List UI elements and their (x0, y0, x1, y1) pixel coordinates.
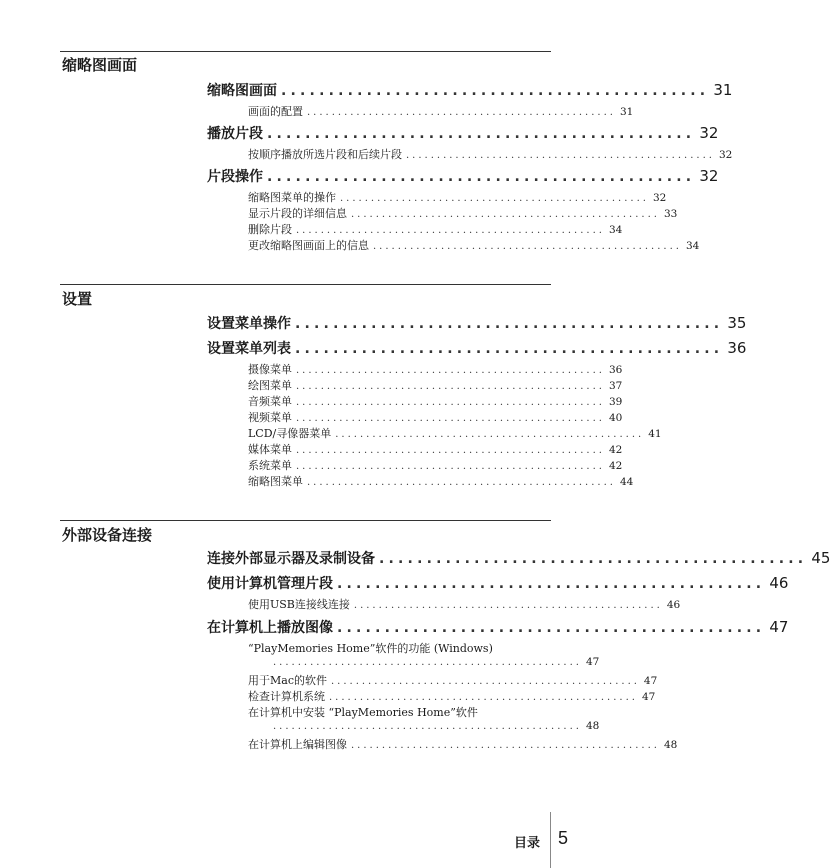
toc-subentry-title: 在计算机上编辑图像 (248, 738, 347, 751)
toc-subentry-page: 41 (648, 428, 662, 440)
section-divider (60, 520, 551, 521)
toc-subentry-title: 检查计算机系统 (248, 690, 325, 703)
toc-entry-title: 在计算机上播放图像 (207, 620, 333, 636)
toc-subentry-page: 48 (585, 720, 600, 732)
toc-subentry-page: 32 (652, 192, 667, 204)
toc-subentry[interactable]: 用于Mac的软件 .................................................. 47 (248, 674, 658, 687)
toc-subentry[interactable]: 视频菜单 .................................................. 40 (248, 411, 623, 424)
toc-subentry[interactable]: 显示片段的详细信息 .................................................. 33 (248, 207, 678, 220)
toc-subentry-page: 47 (643, 675, 658, 687)
toc-entry[interactable]: 设置菜单操作 ............................................. 35 (207, 314, 747, 332)
toc-entry[interactable]: 使用计算机管理片段 ............................................. 46 (207, 574, 789, 592)
toc-subentry-title: 使用USB连接线连接 (248, 598, 350, 611)
toc-entry-title: 连接外部显示器及录制设备 (207, 551, 375, 567)
toc-entry-title: 使用计算机管理片段 (207, 576, 333, 592)
toc-entry[interactable]: 片段操作 ............................................. 32 (207, 167, 719, 185)
toc-subentry-page: 37 (608, 380, 623, 392)
toc-subentry-title: 用于Mac的软件 (248, 674, 327, 687)
toc-subentry-title: 系统菜单 (248, 459, 292, 472)
toc-entry-page: 45 (811, 549, 830, 567)
toc-entry-page: 32 (699, 167, 719, 185)
toc-entry[interactable]: 播放片段 ............................................. 32 (207, 124, 719, 142)
toc-subentry-page: 44 (619, 476, 634, 488)
toc-subentry-title: 摄像菜单 (248, 363, 292, 376)
toc-subentry-title: 音频菜单 (248, 395, 292, 408)
toc-entry-title: 设置菜单列表 (207, 341, 291, 357)
toc-subentry-title: 更改缩略图画面上的信息 (248, 239, 369, 252)
toc-subentry-title: 视频菜单 (248, 411, 292, 424)
toc-subentry-page: 40 (608, 412, 623, 424)
toc-subentry-page: 48 (663, 739, 678, 751)
toc-subentry[interactable]: 绘图菜单 .................................................. 37 (248, 379, 623, 392)
toc-entry-page: 32 (699, 124, 719, 142)
toc-subentry[interactable]: 使用USB连接线连接 .................................................. 46 (248, 598, 681, 611)
toc-subentry[interactable]: 检查计算机系统 .................................................. 47 (248, 690, 656, 703)
toc-entry-page: 46 (769, 574, 789, 592)
toc-subentry-title: 显示片段的详细信息 (248, 207, 347, 220)
toc-subentry-page: 31 (619, 106, 634, 118)
toc-subentry-page: 34 (608, 224, 623, 236)
toc-subentry[interactable]: 在计算机上编辑图像 .................................................. 48 (248, 738, 678, 751)
toc-entry-title: 播放片段 (207, 126, 263, 142)
toc-subentry-page: 42 (608, 444, 623, 456)
footer-divider (550, 812, 551, 868)
toc-entry[interactable]: 设置菜单列表 ............................................. 36 (207, 339, 747, 357)
toc-subentry-title: 按顺序播放所选片段和后续片段 (248, 148, 402, 161)
toc-entry-page: 35 (727, 314, 747, 332)
toc-entry[interactable]: 在计算机上播放图像 ............................................. 47 (207, 618, 789, 636)
toc-subentry-page: 47 (641, 691, 656, 703)
toc-subentry-page: 36 (608, 364, 623, 376)
toc-subentry-page: 32 (718, 149, 733, 161)
toc-subentry[interactable]: 按顺序播放所选片段和后续片段 .................................................. 32 (248, 148, 733, 161)
toc-subentry-title: 画面的配置 (248, 105, 303, 118)
toc-subentry-title[interactable]: 在计算机中安装 “PlayMemories Home”软件 (248, 706, 478, 719)
toc-entry[interactable]: 连接外部显示器及录制设备 ............................................. 45 (207, 549, 830, 567)
toc-entry-title: 片段操作 (207, 169, 263, 185)
toc-entry-page: 47 (769, 618, 789, 636)
toc-subentry[interactable]: 摄像菜单 .................................................. 36 (248, 363, 623, 376)
toc-subentry-continuation[interactable]: .................................................. 48 (273, 720, 600, 732)
toc-subentry-page: 34 (685, 240, 700, 252)
toc-subentry-title: 缩略图菜单的操作 (248, 191, 336, 204)
toc-subentry-title: 删除片段 (248, 223, 292, 236)
section-title-thumbnail: 缩略图画面 (62, 56, 138, 74)
toc-subentry-title: 媒体菜单 (248, 443, 292, 456)
toc-subentry-page: 47 (585, 656, 600, 668)
toc-subentry-continuation[interactable]: .................................................. 47 (273, 656, 600, 668)
toc-subentry[interactable]: 删除片段 .................................................. 34 (248, 223, 623, 236)
toc-subentry[interactable]: LCD/寻像器菜单 .................................................. 41 (248, 427, 662, 440)
toc-subentry-page: 46 (666, 599, 681, 611)
toc-subentry-page: 42 (608, 460, 623, 472)
toc-entry-title: 缩略图画面 (207, 83, 277, 99)
page-number: 5 (558, 828, 569, 848)
section-divider (60, 51, 551, 52)
toc-subentry[interactable]: 系统菜单 .................................................. 42 (248, 459, 623, 472)
toc-subentry[interactable]: 缩略图菜单的操作 .................................................. 32 (248, 191, 667, 204)
toc-subentry[interactable]: 媒体菜单 .................................................. 42 (248, 443, 623, 456)
toc-entry-page: 31 (713, 81, 733, 99)
toc-subentry-page: 39 (608, 396, 623, 408)
toc-subentry[interactable]: 音频菜单 .................................................. 39 (248, 395, 623, 408)
toc-subentry-title: 缩略图菜单 (248, 475, 303, 488)
section-title-external-devices: 外部设备连接 (62, 526, 153, 544)
toc-subentry-title[interactable]: “PlayMemories Home”软件的功能 (Windows) (248, 642, 493, 655)
toc-entry[interactable]: 缩略图画面 ............................................. 31 (207, 81, 733, 99)
footer-section-label: 目录 (514, 836, 541, 851)
toc-entry-page: 36 (727, 339, 747, 357)
toc-subentry-title: LCD/寻像器菜单 (248, 427, 332, 440)
toc-subentry-page: 33 (663, 208, 678, 220)
section-title-settings: 设置 (62, 290, 93, 308)
toc-subentry[interactable]: 缩略图菜单 .................................................. 44 (248, 475, 634, 488)
toc-subentry-title: 绘图菜单 (248, 379, 292, 392)
toc-subentry[interactable]: 画面的配置 .................................................. 31 (248, 105, 634, 118)
toc-entry-title: 设置菜单操作 (207, 316, 291, 332)
section-divider (60, 284, 551, 285)
toc-subentry[interactable]: 更改缩略图画面上的信息 .................................................. 34 (248, 239, 700, 252)
